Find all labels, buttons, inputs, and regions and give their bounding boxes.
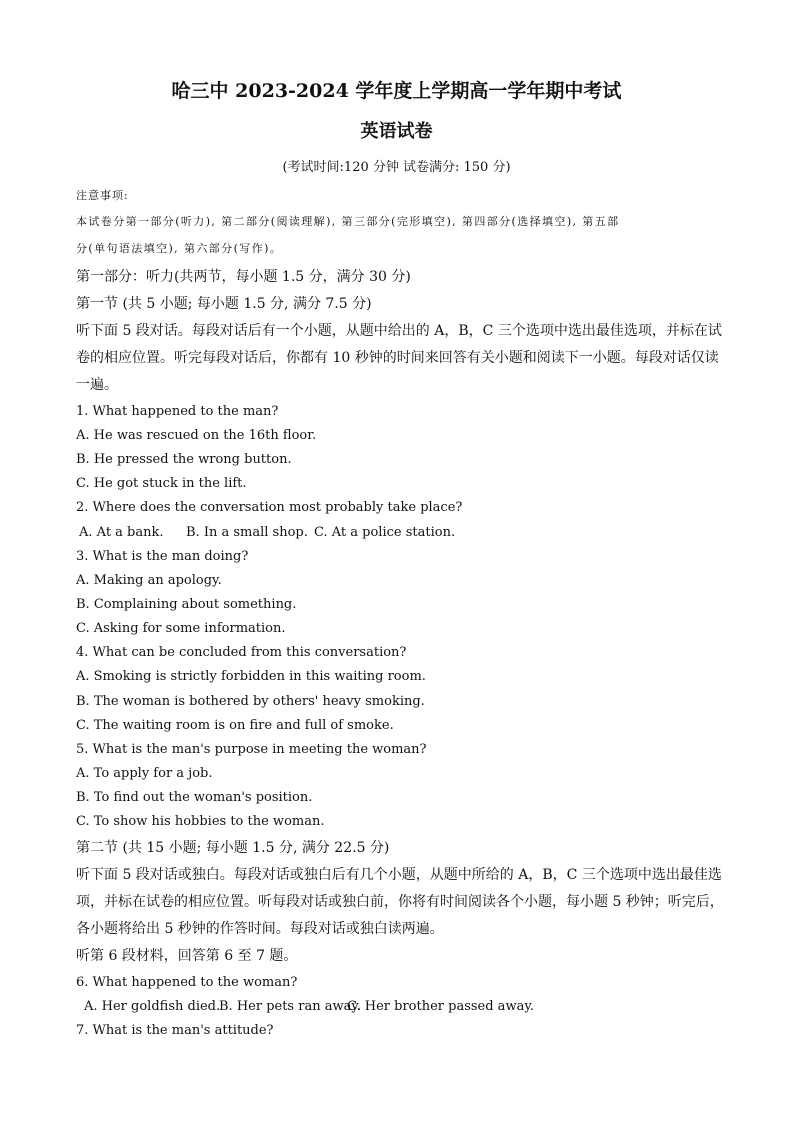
q6-stem: 6. What happened to the woman? <box>76 975 298 990</box>
q5-option-b: B. To find out the woman's position. <box>76 790 313 805</box>
notice-line-1: 本试卷分第一部分(听力), 第二部分(阅读理解), 第三部分(完形填空), 第四部分(选择填空), 第五部 <box>76 215 620 228</box>
q2-option-b: B. In a small shop. <box>186 525 308 540</box>
q6-option-a: A. Her goldfish died. <box>84 999 221 1014</box>
q1-option-a: A. He was rescued on the 16th floor. <box>76 428 317 443</box>
q5-option-a: A. To apply for a job. <box>76 766 213 781</box>
q3-option-a: A. Making an apology. <box>76 573 222 588</box>
q3-option-c: C. Asking for some information. <box>76 621 286 636</box>
q4-stem: 4. What can be concluded from this conversation? <box>76 645 407 660</box>
q5-stem: 5. What is the man's purpose in meeting the woman? <box>76 742 427 757</box>
q6-option-b: B. Her pets ran away. <box>219 999 362 1014</box>
section1-instruction-1: 听下面 5 段对话。每段对话后有一个小题，从题中给出的 A，B，C 三个选项中选出最佳选项，并标在试 <box>76 323 722 339</box>
q3-stem: 3. What is the man doing? <box>76 549 249 564</box>
material-6-heading: 听第 6 段材料，回答第 6 至 7 题。 <box>76 948 298 964</box>
q2-options <box>79 525 455 541</box>
q6-option-c: C. Her brother passed away. <box>347 999 535 1014</box>
section1-instruction-2: 卷的相应位置。听完每段对话后，你都有 10 秒钟的时间来回答有关小题和阅读下一小题。每段对话仅读 <box>76 350 719 366</box>
section1-instruction-3: 一遍。 <box>76 377 118 393</box>
exam-title: 哈三中 2023-2024 学年度上学期高一学年期中考试 <box>171 80 622 102</box>
q2-option-a: A. At a bank. <box>79 525 164 540</box>
q2-stem: 2. Where does the conversation most probably take place? <box>76 500 463 515</box>
q2-option-c: C. At a police station. <box>314 525 456 540</box>
q1-option-c: C. He got stuck in the lift. <box>76 476 247 491</box>
q6-options <box>84 999 534 1015</box>
section2-instruction-2: 项，并标在试卷的相应位置。听每段对话或独白前，你将有时间阅读各个小题，每小题 5 秒钟；听完后， <box>76 894 724 910</box>
notice-heading: 注意事项: <box>76 189 129 202</box>
q7-stem: 7. What is the man's attitude? <box>76 1023 274 1038</box>
section2-instruction-1: 听下面 5 段对话或独白。每段对话或独白后有几个小题，从题中所给的 A，B，C 三个选项中选出最佳选 <box>76 867 722 883</box>
q4-option-c: C. The waiting room is on fire and full of smoke. <box>76 718 394 733</box>
exam-info: (考试时间:120 分钟 试卷满分: 150 分) <box>282 160 511 175</box>
exam-subtitle: 英语试卷 <box>360 121 433 142</box>
section2-instruction-3: 各小题将给出 5 秒钟的作答时间。每段对话或独白读两遍。 <box>76 921 444 937</box>
q1-option-b: B. He pressed the wrong button. <box>76 452 292 467</box>
q5-option-c: C. To show his hobbies to the woman. <box>76 814 325 829</box>
q4-option-b: B. The woman is bothered by others' heavy smoking. <box>76 694 425 709</box>
section2-heading: 第二节 (共 15 小题; 每小题 1.5 分, 满分 22.5 分) <box>76 840 390 856</box>
q3-option-b: B. Complaining about something. <box>76 597 297 612</box>
notice-line-2: 分(单句语法填空), 第六部分(写作)。 <box>76 242 283 255</box>
q1-stem: 1. What happened to the man? <box>76 404 279 419</box>
part1-heading: 第一部分：听力(共两节，每小题 1.5 分，满分 30 分) <box>76 269 411 285</box>
q4-option-a: A. Smoking is strictly forbidden in this waiting room. <box>76 669 426 684</box>
section1-heading: 第一节 (共 5 小题; 每小题 1.5 分, 满分 7.5 分) <box>76 296 372 312</box>
